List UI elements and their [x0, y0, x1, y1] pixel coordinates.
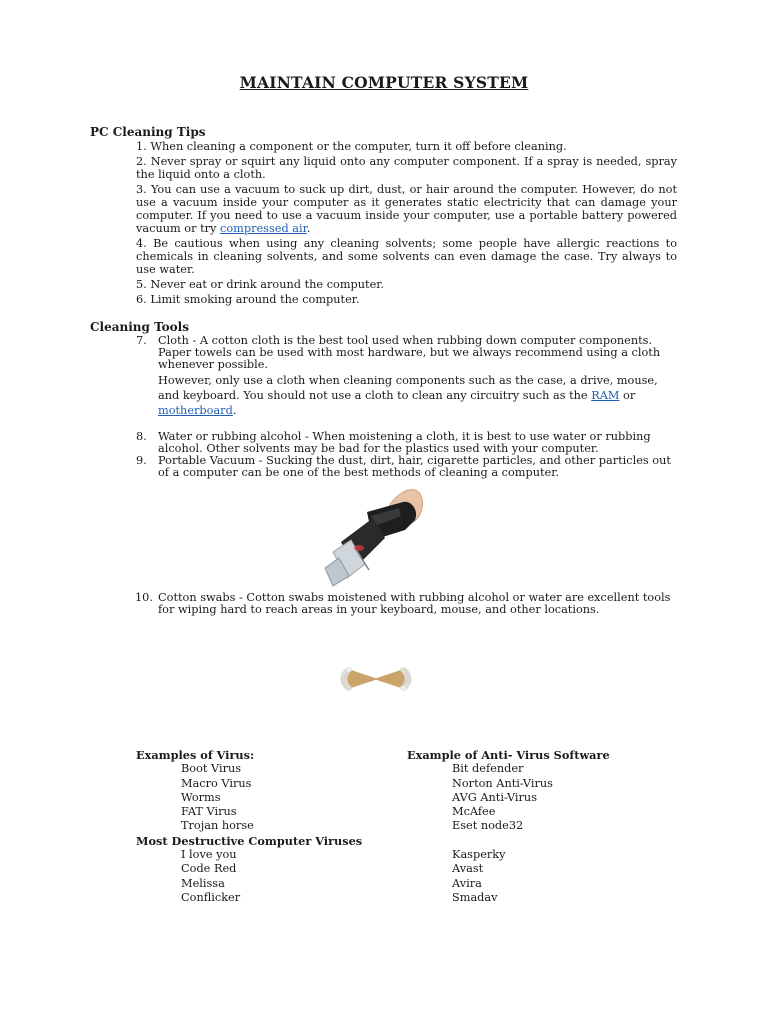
tool-num: 7.	[136, 334, 147, 347]
antivirus-heading: Example of Anti- Virus Software	[407, 748, 610, 762]
cleaning-tools-heading: Cleaning Tools	[90, 320, 189, 334]
tip-3-after: .	[306, 222, 311, 235]
tool-text: Cloth - A cotton cloth is the best tool used when rubbing down computer components. Paper towels can be used with most hardware, but we always recommend using a cloth whenever possible.	[158, 334, 661, 371]
ram-link[interactable]: RAM	[591, 389, 620, 402]
tool-item-cloth	[136, 335, 677, 418]
antivirus-item: Smadav	[452, 890, 498, 904]
tip-5-text: 5. Never eat or drink around the computer.	[136, 278, 385, 291]
destructive-virus-item: Code Red	[181, 862, 237, 876]
tip-1-text: 1. When cleaning a component or the computer, turn it off before cleaning.	[136, 140, 567, 153]
destructive-virus-item: I love you	[181, 848, 237, 862]
tip-3	[136, 183, 677, 235]
antivirus-spacer	[407, 834, 677, 848]
antivirus-item: Eset node32	[452, 819, 524, 833]
tip-4	[136, 237, 677, 276]
antivirus-item: AVG Anti-Virus	[452, 790, 537, 804]
virus-item: Worms	[181, 790, 221, 804]
page-title: MAINTAIN COMPUTER SYSTEM	[239, 73, 529, 92]
motherboard-link[interactable]: motherboard	[158, 404, 233, 417]
virus-item: FAT Virus	[181, 805, 237, 819]
tool-extra-mid: or	[619, 389, 636, 402]
tip-1	[136, 140, 677, 153]
antivirus-column	[407, 748, 677, 905]
tip-2	[136, 155, 677, 181]
tip-2-text: 2. Never spray or squirt any liquid onto any computer component. If a spray is needed, spray the liquid onto a cloth.	[136, 155, 677, 181]
antivirus-item: Avast	[452, 862, 484, 876]
tool-item-cotton-swabs	[136, 592, 677, 616]
tool-extra	[158, 373, 677, 418]
tip-6-text: 6. Limit smoking around the computer.	[136, 293, 360, 306]
virus-item: Trojan horse	[181, 819, 254, 833]
tip-3-text: 3. You can use a vacuum to suck up dirt, dust, or hair around the computer. However, do not use a vacuum inside your computer as it generates static electricity that can damage your computer. If you need to use a vacuum inside your computer, use a portable battery powered vacuum or try	[136, 183, 677, 235]
destructive-virus-item: Conflicker	[181, 890, 241, 904]
tool-text: Water or rubbing alcohol - When moistening a cloth, it is best to use water or rubbing alcohol. Other solvents may be bad for the plastics used with your computer.	[158, 430, 651, 455]
pc-cleaning-heading: PC Cleaning Tips	[90, 125, 206, 139]
virus-examples-heading: Examples of Virus:	[136, 748, 255, 762]
compressed-air-link[interactable]: compressed air	[220, 222, 307, 235]
tool-extra-after: .	[232, 404, 237, 417]
tool-text: Portable Vacuum - Sucking the dust, dirt, hair, cigarette particles, and other particles out of a computer can be one of the best methods of cleaning a computer.	[158, 454, 671, 479]
tool-num: 8.	[136, 430, 147, 443]
tip-6	[136, 293, 677, 306]
antivirus-item: McAfee	[452, 805, 496, 819]
virus-item: Boot Virus	[181, 762, 242, 776]
portable-vacuum-image	[311, 482, 435, 590]
antivirus-item: Norton Anti-Virus	[452, 776, 553, 790]
virus-item: Macro Virus	[181, 776, 252, 790]
cleaning-tools-list	[136, 335, 677, 479]
antivirus-item: Kasperky	[452, 848, 506, 862]
destructive-virus-item: Melissa	[181, 876, 225, 890]
virus-examples-column	[136, 748, 396, 905]
destructive-virus-heading: Most Destructive Computer Viruses	[136, 833, 363, 848]
tip-4-text: 4. Be cautious when using any cleaning solvents; some people have allergic reactions to chemicals in cleaning solvents, and some solvents can even damage the case. Try always to use water.	[136, 237, 677, 276]
tip-5	[136, 278, 677, 291]
tool-num: 10.	[135, 591, 153, 604]
tool-item-water	[136, 431, 677, 455]
tool-extra-text: However, only use a cloth when cleaning components such as the case, a drive, mouse, and keyboard. You should not use a cloth to clean any circuitry such as the	[158, 374, 658, 402]
tool-item-vacuum	[136, 455, 677, 479]
cleaning-tools-list-continued	[136, 592, 677, 616]
tool-text: Cotton swabs - Cotton swabs moistened with rubbing alcohol or water are excellent tools for wiping hard to reach areas in your keyboard, mouse, and other locations.	[158, 591, 671, 616]
pc-cleaning-tips-list	[136, 140, 677, 308]
antivirus-item: Bit defender	[452, 762, 524, 776]
cotton-swabs-image	[308, 627, 444, 725]
antivirus-item: Avira	[452, 876, 482, 890]
tool-num: 9.	[136, 454, 147, 467]
